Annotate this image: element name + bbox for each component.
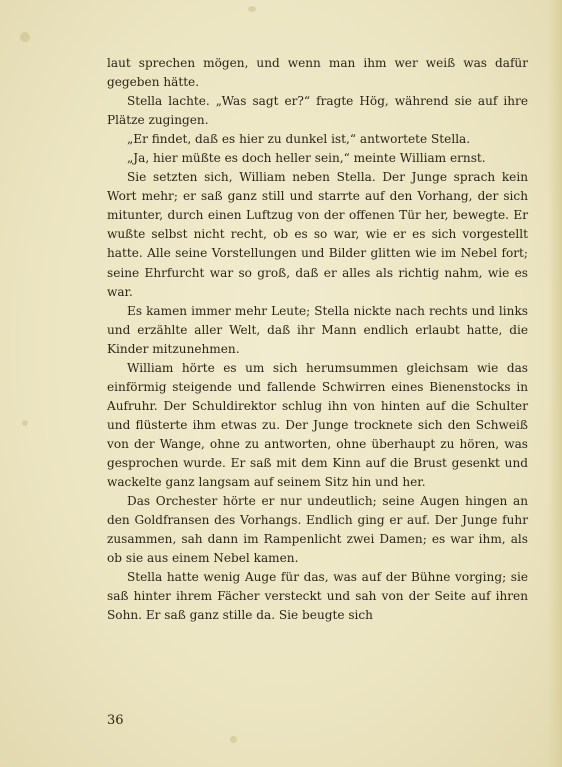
paper-stain: [22, 420, 28, 426]
paper-stain: [230, 736, 237, 743]
paragraph: „Er findet, daß es hier zu dunkel ist,“ antwortete Stella.: [127, 132, 471, 147]
paragraph: Es kamen immer mehr Leute; Stella nickte nach rechts und links und erzählte aller Welt, daß ihr Mann endlich erlaubt hatte, die Kinder mitzunehmen.: [107, 303, 528, 356]
paper-stain: [20, 32, 30, 42]
paragraph: Stella hatte wenig Auge für das, was auf der Bühne vorging; sie saß hinter ihrem Fächer versteckt und sah von der Seite auf ihren Sohn. Er saß ganz stille da. Sie beugte sich: [107, 570, 528, 623]
paragraph: Sie setzten sich, William neben Stella. Der Junge sprach kein Wort mehr; er saß ganz still und starrte auf den Vorhang, der sich mitunter, durch einen Luftzug von der offenen Tür her, bewegte. Er wußte selbst nicht recht, ob es so war, wie er es sich vorgestellt hatte. Alle seine Vorstellungen und Bilder glitten wie im Nebel fort; seine Ehrfurcht war so groß, daß er alles als richtig nahm, wie es war.: [107, 170, 528, 299]
paragraph: laut sprechen mögen, und wenn man ihm wer weiß was dafür gegeben hätte.: [107, 56, 528, 90]
paragraph: Stella lachte. „Was sagt er?“ fragte Hög, während sie auf ihre Plätze zugingen.: [107, 94, 528, 128]
body-text: [107, 54, 528, 625]
paragraph: William hörte es um sich herumsummen gleichsam wie das einförmig steigende und fallende Schwirren eines Bienenstocks in Aufruhr. Der Schuldirektor schlug ihn von hinten auf die Schulter und flüsterte ihm etwas zu. Der Junge trocknete sich den Schweiß von der Wange, ohne zu antworten, ohne überhaupt zu hören, was gesprochen wurde. Er saß mit dem Kinn auf die Brust gesenkt und wackelte ganz langsam auf seinem Sitz hin und her.: [107, 360, 528, 490]
paper-stain: [248, 6, 256, 12]
paragraph: „Ja, hier müßte es doch heller sein,“ meinte William ernst.: [127, 151, 486, 166]
page-number: 36: [107, 713, 124, 728]
paragraph: Das Orchester hörte er nur undeutlich; seine Augen hingen an den Goldfransen des Vorhangs. Endlich ging er auf. Der Junge fuhr zusammen, sah dann im Rampenlicht zwei Damen; es war ihm, als ob sie aus einem Nebel kamen.: [107, 494, 528, 566]
